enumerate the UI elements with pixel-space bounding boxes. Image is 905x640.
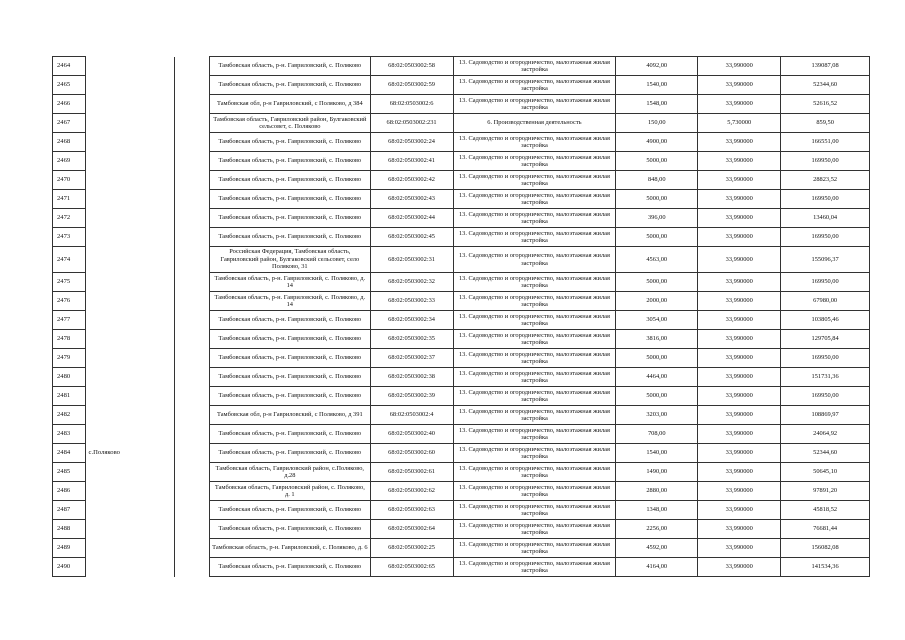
spacer-cell <box>175 152 210 171</box>
row-number-cell: 2473 <box>53 228 86 247</box>
row-number-cell: 2489 <box>53 539 86 558</box>
cadastral-number-cell: 68:02:0503002:41 <box>370 152 453 171</box>
village-blank-cell <box>85 406 175 425</box>
spacer-cell <box>175 57 210 76</box>
cadastral-number-cell: 68:02:0503002:24 <box>370 133 453 152</box>
land-use-cell: 13. Садоводство и огородничество, малоэтажная жилая застройка <box>453 349 616 368</box>
address-cell: Тамбовская область, р-н. Гавриловский, с. Поляково <box>210 501 370 520</box>
cadastral-value-cell: 13460,04 <box>781 209 870 228</box>
land-use-cell: 13. Садоводство и огородничество, малоэтажная жилая застройка <box>453 368 616 387</box>
spacer-cell <box>175 114 210 133</box>
village-name-cell: с.Поляково <box>85 444 175 463</box>
area-cell: 5000,00 <box>616 349 698 368</box>
table-row <box>53 444 870 463</box>
cadastral-value-cell: 108869,97 <box>781 406 870 425</box>
cadastral-value-cell: 169950,00 <box>781 152 870 171</box>
table-row <box>53 368 870 387</box>
address-cell: Российская Федерация, Тамбовская область, Гавриловский район, Булгаковский сельсовет, село Поляково, 31 <box>210 247 370 273</box>
specific-value-cell: 33,990000 <box>698 330 781 349</box>
area-cell: 2256,00 <box>616 520 698 539</box>
specific-value-cell: 33,990000 <box>698 349 781 368</box>
address-cell: Тамбовская область, р-н. Гавриловский, с. Поляково <box>210 152 370 171</box>
cadastral-number-cell: 68:02:0503002:64 <box>370 520 453 539</box>
cadastral-value-cell: 52616,52 <box>781 95 870 114</box>
table-row <box>53 330 870 349</box>
land-use-cell: 13. Садоводство и огородничество, малоэтажная жилая застройка <box>453 520 616 539</box>
cadastral-number-cell: 68:02:0503002:60 <box>370 444 453 463</box>
cadastral-value-cell: 24064,92 <box>781 425 870 444</box>
table-row <box>53 76 870 95</box>
area-cell: 4464,00 <box>616 368 698 387</box>
spacer-cell <box>175 190 210 209</box>
cadastral-number-cell: 68:02:0503002:58 <box>370 57 453 76</box>
cadastral-value-cell: 52344,60 <box>781 444 870 463</box>
specific-value-cell: 33,990000 <box>698 133 781 152</box>
area-cell: 3054,00 <box>616 311 698 330</box>
land-use-cell: 13. Садоводство и огородничество, малоэтажная жилая застройка <box>453 247 616 273</box>
land-use-cell: 13. Садоводство и огородничество, малоэтажная жилая застройка <box>453 482 616 501</box>
specific-value-cell: 33,990000 <box>698 228 781 247</box>
row-number-cell: 2476 <box>53 292 86 311</box>
cadastral-value-cell: 169950,00 <box>781 190 870 209</box>
cadastral-value-cell: 103805,46 <box>781 311 870 330</box>
table-row <box>53 387 870 406</box>
address-cell: Тамбовская область, Гавриловский район, Булгаковский сельсовет, с. Поляково <box>210 114 370 133</box>
village-blank-cell <box>85 57 175 76</box>
cadastral-value-cell: 169950,00 <box>781 349 870 368</box>
cadastral-value-cell: 76681,44 <box>781 520 870 539</box>
address-cell: Тамбовская область, р-н. Гавриловский, с. Поляково <box>210 133 370 152</box>
row-number-cell: 2465 <box>53 76 86 95</box>
table-row <box>53 209 870 228</box>
area-cell: 5000,00 <box>616 228 698 247</box>
specific-value-cell: 33,990000 <box>698 311 781 330</box>
spacer-cell <box>175 273 210 292</box>
address-cell: Тамбовская область, р-н. Гавриловский, с. Поляково <box>210 520 370 539</box>
specific-value-cell: 33,990000 <box>698 425 781 444</box>
land-use-cell: 13. Садоводство и огородничество, малоэтажная жилая застройка <box>453 406 616 425</box>
row-number-cell: 2472 <box>53 209 86 228</box>
area-cell: 1540,00 <box>616 76 698 95</box>
land-use-cell: 6. Производственная деятельность <box>453 114 616 133</box>
land-use-cell: 13. Садоводство и огородничество, малоэтажная жилая застройка <box>453 330 616 349</box>
table-row <box>53 114 870 133</box>
village-blank-cell <box>85 539 175 558</box>
land-use-cell: 13. Садоводство и огородничество, малоэтажная жилая застройка <box>453 444 616 463</box>
row-number-cell: 2479 <box>53 349 86 368</box>
address-cell: Тамбовская область, р-н. Гавриловский, с. Поляково <box>210 57 370 76</box>
land-use-cell: 13. Садоводство и огородничество, малоэтажная жилая застройка <box>453 228 616 247</box>
address-cell: Тамбовская область, р-н. Гавриловский, с. Поляково <box>210 228 370 247</box>
specific-value-cell: 33,990000 <box>698 95 781 114</box>
table-row <box>53 558 870 577</box>
cadastral-value-cell: 52344,60 <box>781 76 870 95</box>
row-number-cell: 2490 <box>53 558 86 577</box>
spacer-cell <box>175 520 210 539</box>
specific-value-cell: 33,990000 <box>698 463 781 482</box>
village-blank-cell <box>85 558 175 577</box>
cadastral-value-cell: 129705,84 <box>781 330 870 349</box>
land-use-cell: 13. Садоводство и огородничество, малоэтажная жилая застройка <box>453 311 616 330</box>
area-cell: 1540,00 <box>616 444 698 463</box>
table-row <box>53 349 870 368</box>
area-cell: 2880,00 <box>616 482 698 501</box>
row-number-cell: 2471 <box>53 190 86 209</box>
area-cell: 5000,00 <box>616 273 698 292</box>
row-number-cell: 2478 <box>53 330 86 349</box>
row-number-cell: 2484 <box>53 444 86 463</box>
cadastral-number-cell: 68:02:0503002:62 <box>370 482 453 501</box>
row-number-cell: 2481 <box>53 387 86 406</box>
cadastral-number-cell: 68:02:0503002:32 <box>370 273 453 292</box>
village-blank-cell <box>85 133 175 152</box>
cadastral-value-cell: 169950,00 <box>781 273 870 292</box>
cadastral-number-cell: 68:02:0503002:39 <box>370 387 453 406</box>
spacer-cell <box>175 539 210 558</box>
land-use-cell: 13. Садоводство и огородничество, малоэтажная жилая застройка <box>453 209 616 228</box>
address-cell: Тамбовская область, Гавриловский район, с. Поляково, д. 1 <box>210 482 370 501</box>
area-cell: 5000,00 <box>616 387 698 406</box>
cadastral-number-cell: 68:02:0503002:231 <box>370 114 453 133</box>
address-cell: Тамбовская область, р-н. Гавриловский, с. Поляково <box>210 387 370 406</box>
specific-value-cell: 33,990000 <box>698 444 781 463</box>
row-number-cell: 2482 <box>53 406 86 425</box>
village-blank-cell <box>85 190 175 209</box>
specific-value-cell: 33,990000 <box>698 292 781 311</box>
address-cell: Тамбовская область, р-н. Гавриловский, с. Поляково <box>210 311 370 330</box>
land-use-cell: 13. Садоводство и огородничество, малоэтажная жилая застройка <box>453 425 616 444</box>
area-cell: 150,00 <box>616 114 698 133</box>
specific-value-cell: 33,990000 <box>698 76 781 95</box>
cadastral-value-cell: 151731,36 <box>781 368 870 387</box>
cadastral-number-cell: 68:02:0503002:42 <box>370 171 453 190</box>
address-cell: Тамбовская область, р-н. Гавриловский, с. Поляково <box>210 209 370 228</box>
address-cell: Тамбовская область, р-н. Гавриловский, с. Поляково <box>210 425 370 444</box>
spacer-cell <box>175 76 210 95</box>
village-blank-cell <box>85 311 175 330</box>
cadastral-number-cell: 68:02:0503002:25 <box>370 539 453 558</box>
table-row <box>53 311 870 330</box>
address-cell: Тамбовская область, р-н. Гавриловский, с. Поляково, д. 14 <box>210 292 370 311</box>
cadastral-number-cell: 68:02:0503002:34 <box>370 311 453 330</box>
cadastral-number-cell: 68:02:0503002:35 <box>370 330 453 349</box>
row-number-cell: 2488 <box>53 520 86 539</box>
row-number-cell: 2464 <box>53 57 86 76</box>
area-cell: 4563,00 <box>616 247 698 273</box>
table-row <box>53 482 870 501</box>
table-row <box>53 425 870 444</box>
specific-value-cell: 33,990000 <box>698 57 781 76</box>
area-cell: 4900,00 <box>616 133 698 152</box>
land-use-cell: 13. Садоводство и огородничество, малоэтажная жилая застройка <box>453 273 616 292</box>
village-blank-cell <box>85 387 175 406</box>
specific-value-cell: 33,990000 <box>698 520 781 539</box>
row-number-cell: 2467 <box>53 114 86 133</box>
spacer-cell <box>175 406 210 425</box>
area-cell: 4164,00 <box>616 558 698 577</box>
cadastral-value-cell: 859,50 <box>781 114 870 133</box>
land-use-cell: 13. Садоводство и огородничество, малоэтажная жилая застройка <box>453 133 616 152</box>
table-row <box>53 247 870 273</box>
village-blank-cell <box>85 95 175 114</box>
table-row <box>53 228 870 247</box>
village-blank-cell <box>85 520 175 539</box>
area-cell: 5000,00 <box>616 190 698 209</box>
land-use-cell: 13. Садоводство и огородничество, малоэтажная жилая застройка <box>453 190 616 209</box>
specific-value-cell: 33,990000 <box>698 501 781 520</box>
specific-value-cell: 33,990000 <box>698 387 781 406</box>
spacer-cell <box>175 501 210 520</box>
table-row <box>53 501 870 520</box>
cadastral-number-cell: 68:02:0503002:38 <box>370 368 453 387</box>
spacer-cell <box>175 209 210 228</box>
table-row <box>53 133 870 152</box>
spacer-cell <box>175 228 210 247</box>
row-number-cell: 2477 <box>53 311 86 330</box>
area-cell: 2000,00 <box>616 292 698 311</box>
spacer-cell <box>175 133 210 152</box>
cadastral-number-cell: 68:02:0503002:43 <box>370 190 453 209</box>
village-blank-cell <box>85 292 175 311</box>
table-row <box>53 95 870 114</box>
specific-value-cell: 5,730000 <box>698 114 781 133</box>
land-use-cell: 13. Садоводство и огородничество, малоэтажная жилая застройка <box>453 501 616 520</box>
address-cell: Тамбовская область, р-н. Гавриловский, с. Поляково <box>210 171 370 190</box>
village-blank-cell <box>85 228 175 247</box>
table-row <box>53 190 870 209</box>
cadastral-value-cell: 139087,08 <box>781 57 870 76</box>
village-blank-cell <box>85 76 175 95</box>
address-cell: Тамбовская обл, р-н Гавриловский, с Поляково, д 384 <box>210 95 370 114</box>
land-use-cell: 13. Садоводство и огородничество, малоэтажная жилая застройка <box>453 292 616 311</box>
address-cell: Тамбовская область, р-н. Гавриловский, с. Поляково, д. 14 <box>210 273 370 292</box>
row-number-cell: 2474 <box>53 247 86 273</box>
row-number-cell: 2483 <box>53 425 86 444</box>
cadastral-number-cell: 68:02:0503002:63 <box>370 501 453 520</box>
cadastral-number-cell: 68:02:0503002:65 <box>370 558 453 577</box>
land-use-cell: 13. Садоводство и огородничество, малоэтажная жилая застройка <box>453 171 616 190</box>
address-cell: Тамбовская область, р-н. Гавриловский, с. Поляково, д. 6 <box>210 539 370 558</box>
specific-value-cell: 33,990000 <box>698 406 781 425</box>
village-blank-cell <box>85 209 175 228</box>
area-cell: 1548,00 <box>616 95 698 114</box>
spacer-cell <box>175 349 210 368</box>
cadastral-number-cell: 68:02:0503002:37 <box>370 349 453 368</box>
cadastral-value-cell: 97891,20 <box>781 482 870 501</box>
address-cell: Тамбовская обл, р-н Гавриловский, с Поляково, д 391 <box>210 406 370 425</box>
row-number-cell: 2466 <box>53 95 86 114</box>
spacer-cell <box>175 444 210 463</box>
cadastral-value-cell: 45818,52 <box>781 501 870 520</box>
village-blank-cell <box>85 114 175 133</box>
address-cell: Тамбовская область, р-н. Гавриловский, с. Поляково <box>210 558 370 577</box>
spacer-cell <box>175 425 210 444</box>
area-cell: 3816,00 <box>616 330 698 349</box>
table-row <box>53 152 870 171</box>
table-row <box>53 520 870 539</box>
village-blank-cell <box>85 273 175 292</box>
table-row <box>53 57 870 76</box>
cadastral-value-cell: 141534,36 <box>781 558 870 577</box>
address-cell: Тамбовская область, р-н. Гавриловский, с. Поляково <box>210 444 370 463</box>
table-row <box>53 539 870 558</box>
specific-value-cell: 33,990000 <box>698 558 781 577</box>
land-use-cell: 13. Садоводство и огородничество, малоэтажная жилая застройка <box>453 76 616 95</box>
village-blank-cell <box>85 463 175 482</box>
table-row <box>53 406 870 425</box>
cadastral-value-cell: 155096,37 <box>781 247 870 273</box>
cadastral-value-cell: 169950,00 <box>781 387 870 406</box>
specific-value-cell: 33,990000 <box>698 368 781 387</box>
area-cell: 708,00 <box>616 425 698 444</box>
village-blank-cell <box>85 152 175 171</box>
area-cell: 5000,00 <box>616 152 698 171</box>
table-row <box>53 273 870 292</box>
village-blank-cell <box>85 330 175 349</box>
row-number-cell: 2470 <box>53 171 86 190</box>
spacer-cell <box>175 95 210 114</box>
spacer-cell <box>175 482 210 501</box>
spacer-cell <box>175 311 210 330</box>
cadastral-value-cell: 50645,10 <box>781 463 870 482</box>
address-cell: Тамбовская область, р-н. Гавриловский, с. Поляково <box>210 190 370 209</box>
cadastral-number-cell: 68:02:0503002:31 <box>370 247 453 273</box>
village-blank-cell <box>85 349 175 368</box>
area-cell: 1490,00 <box>616 463 698 482</box>
row-number-cell: 2475 <box>53 273 86 292</box>
spacer-cell <box>175 292 210 311</box>
cadastral-value-cell: 67980,00 <box>781 292 870 311</box>
land-use-cell: 13. Садоводство и огородничество, малоэтажная жилая застройка <box>453 152 616 171</box>
area-cell: 1348,00 <box>616 501 698 520</box>
area-cell: 4592,00 <box>616 539 698 558</box>
row-number-cell: 2486 <box>53 482 86 501</box>
row-number-cell: 2480 <box>53 368 86 387</box>
cadastral-number-cell: 68:02:0503002:44 <box>370 209 453 228</box>
land-use-cell: 13. Садоводство и огородничество, малоэтажная жилая застройка <box>453 558 616 577</box>
village-blank-cell <box>85 368 175 387</box>
table-row <box>53 171 870 190</box>
address-cell: Тамбовская область, р-н. Гавриловский, с. Поляково <box>210 349 370 368</box>
land-use-cell: 13. Садоводство и огородничество, малоэтажная жилая застройка <box>453 57 616 76</box>
spacer-cell <box>175 387 210 406</box>
specific-value-cell: 33,990000 <box>698 539 781 558</box>
land-use-cell: 13. Садоводство и огородничество, малоэтажная жилая застройка <box>453 463 616 482</box>
address-cell: Тамбовская область, р-н. Гавриловский, с. Поляково <box>210 330 370 349</box>
village-blank-cell <box>85 482 175 501</box>
cadastral-value-cell: 169950,00 <box>781 228 870 247</box>
cadastral-number-cell: 68:02:0503002:61 <box>370 463 453 482</box>
address-cell: Тамбовская область, р-н. Гавриловский, с. Поляково <box>210 368 370 387</box>
specific-value-cell: 33,990000 <box>698 190 781 209</box>
land-use-cell: 13. Садоводство и огородничество, малоэтажная жилая застройка <box>453 95 616 114</box>
specific-value-cell: 33,990000 <box>698 209 781 228</box>
cadastral-number-cell: 68:02:0503002:45 <box>370 228 453 247</box>
row-number-cell: 2469 <box>53 152 86 171</box>
village-blank-cell <box>85 425 175 444</box>
specific-value-cell: 33,990000 <box>698 152 781 171</box>
spacer-cell <box>175 247 210 273</box>
area-cell: 396,00 <box>616 209 698 228</box>
address-cell: Тамбовская область, р-н. Гавриловский, с. Поляково <box>210 76 370 95</box>
table-row <box>53 292 870 311</box>
cadastral-value-cell: 28823,52 <box>781 171 870 190</box>
spacer-cell <box>175 368 210 387</box>
area-cell: 3203,00 <box>616 406 698 425</box>
row-number-cell: 2487 <box>53 501 86 520</box>
cadastral-number-cell: 68:02:0503002:33 <box>370 292 453 311</box>
cadastral-number-cell: 68:02:0503002:40 <box>370 425 453 444</box>
village-blank-cell <box>85 501 175 520</box>
row-number-cell: 2468 <box>53 133 86 152</box>
spacer-cell <box>175 171 210 190</box>
specific-value-cell: 33,990000 <box>698 273 781 292</box>
village-blank-cell <box>85 171 175 190</box>
cadastral-number-cell: 68:02:0503002:4 <box>370 406 453 425</box>
cadastral-value-table <box>52 56 870 577</box>
address-cell: Тамбовская область, Гавриловский район, с.Поляково, д.28 <box>210 463 370 482</box>
cadastral-value-cell: 156082,08 <box>781 539 870 558</box>
table-row <box>53 463 870 482</box>
area-cell: 4092,00 <box>616 57 698 76</box>
land-use-cell: 13. Садоводство и огородничество, малоэтажная жилая застройка <box>453 539 616 558</box>
cadastral-number-cell: 68:02:0503002:59 <box>370 76 453 95</box>
village-blank-cell <box>85 247 175 273</box>
specific-value-cell: 33,990000 <box>698 482 781 501</box>
spacer-cell <box>175 463 210 482</box>
specific-value-cell: 33,990000 <box>698 247 781 273</box>
cadastral-number-cell: 68:02:0503002:6 <box>370 95 453 114</box>
land-use-cell: 13. Садоводство и огородничество, малоэтажная жилая застройка <box>453 387 616 406</box>
specific-value-cell: 33,990000 <box>698 171 781 190</box>
spacer-cell <box>175 330 210 349</box>
spacer-cell <box>175 558 210 577</box>
table-body <box>53 57 870 577</box>
row-number-cell: 2485 <box>53 463 86 482</box>
cadastral-value-cell: 166551,00 <box>781 133 870 152</box>
area-cell: 848,00 <box>616 171 698 190</box>
